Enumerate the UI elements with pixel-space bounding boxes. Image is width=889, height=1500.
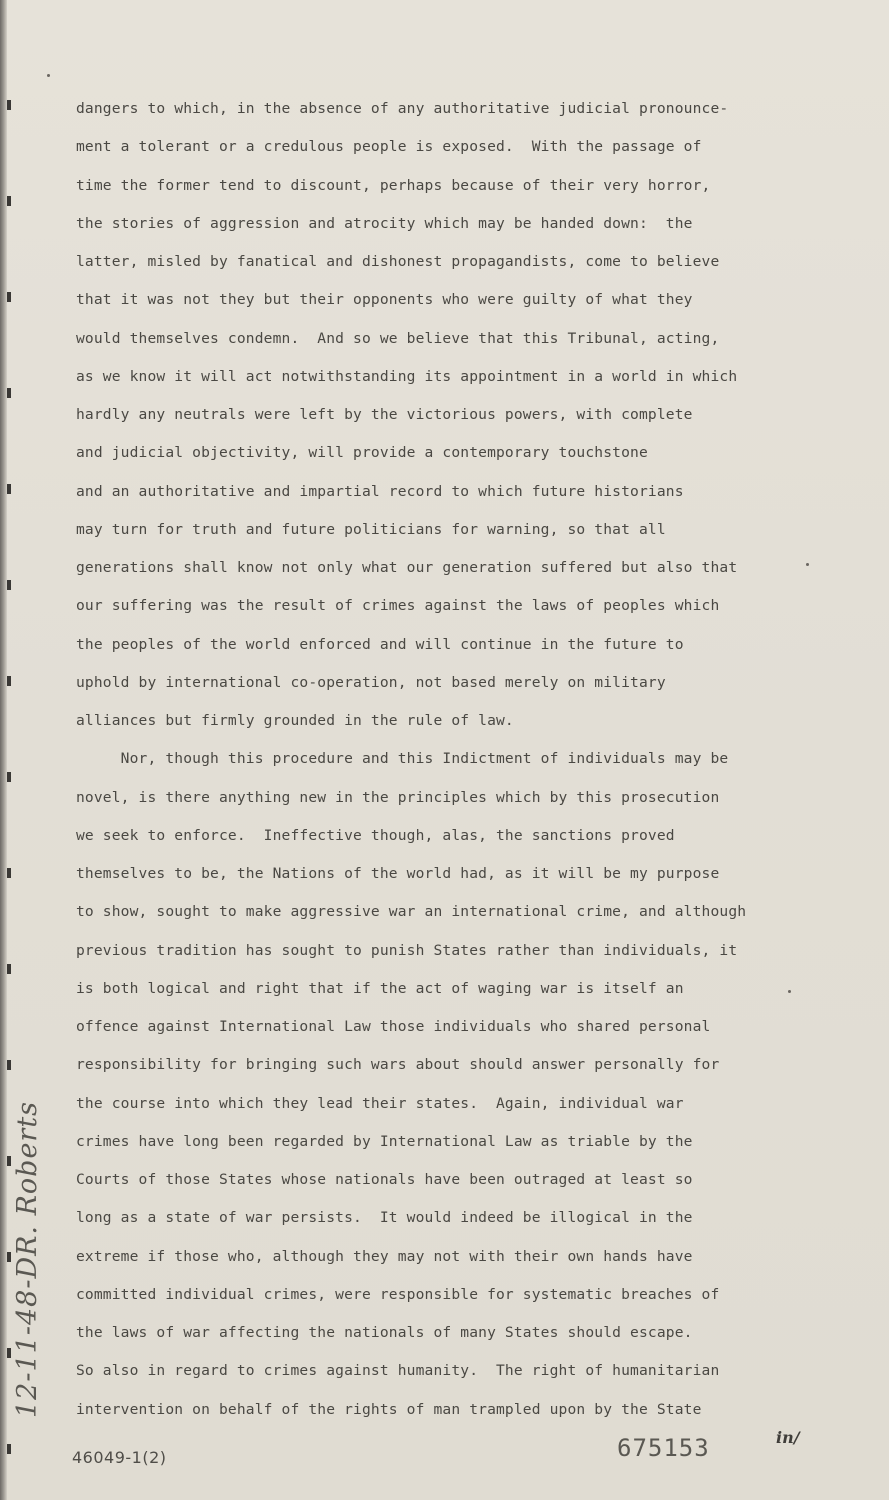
text-line: extreme if those who, although they may not with their own hands have xyxy=(76,1247,693,1265)
text-line: the peoples of the world enforced and will continue in the future to xyxy=(76,635,684,653)
text-line: the course into which they lead their states. Again, individual war xyxy=(76,1094,684,1112)
binding-mark xyxy=(7,772,11,782)
text-line: offence against International Law those individuals who shared personal xyxy=(76,1018,711,1035)
text-line: is both logical and right that if the act of waging war is itself an xyxy=(76,979,684,997)
text-line: novel, is there anything new in the principles which by this prosecution xyxy=(76,788,720,806)
handwritten-margin-note: 12-11-48-DR. Roberts xyxy=(12,1100,43,1418)
binding-mark xyxy=(7,196,11,206)
binding-mark xyxy=(7,1348,11,1358)
text-line: that it was not they but their opponents who were guilty of what they xyxy=(76,291,693,309)
text-line: uphold by international co-operation, not based merely on military xyxy=(76,673,666,691)
text-line: responsibility for bringing such wars about should answer personally for xyxy=(76,1056,720,1074)
text-line: So also in regard to crimes against humanity. The right of humanitarian xyxy=(76,1362,720,1380)
text-line: our suffering was the result of crimes against the laws of peoples which xyxy=(76,597,720,615)
document-reference: 46049-1(2) xyxy=(72,1448,167,1467)
binding-mark xyxy=(7,1060,11,1070)
text-line: Courts of those States whose nationals have been outraged at least so xyxy=(76,1171,693,1188)
binding-mark xyxy=(7,388,11,398)
text-line: Nor, though this procedure and this Indictment of individuals may be xyxy=(76,750,729,768)
binding-mark xyxy=(7,1252,11,1262)
text-line: and an authoritative and impartial record to which future historians xyxy=(76,482,684,500)
text-line: latter, misled by fanatical and dishonest propagandists, come to believe xyxy=(76,253,720,270)
text-line: time the former tend to discount, perhaps because of their very horror, xyxy=(76,176,711,194)
text-line: would themselves condemn. And so we believe that this Tribunal, acting, xyxy=(76,329,720,347)
text-line: to show, sought to make aggressive war an international crime, and although xyxy=(76,903,747,921)
text-line: long as a state of war persists. It would indeed be illogical in the xyxy=(76,1209,693,1227)
text-line: may turn for truth and future politicians for warning, so that all xyxy=(76,520,666,538)
binding-mark xyxy=(7,100,11,110)
typed-body-text xyxy=(76,90,816,1429)
text-line: intervention on behalf of the rights of man trampled upon by the State xyxy=(76,1400,702,1418)
binding-mark xyxy=(7,292,11,302)
binding-mark xyxy=(7,484,11,494)
binding-mark xyxy=(7,676,11,686)
text-line: the stories of aggression and atrocity which may be handed down: the xyxy=(76,214,693,232)
text-line: previous tradition has sought to punish States rather than individuals, it xyxy=(76,941,738,959)
text-line: the laws of war affecting the nationals of many States should escape. xyxy=(76,1324,693,1341)
text-line: and judicial objectivity, will provide a contemporary touchstone xyxy=(76,444,648,462)
ink-speck xyxy=(47,74,50,77)
text-line: committed individual crimes, were responsible for systematic breaches of xyxy=(76,1285,720,1303)
binding-mark xyxy=(7,964,11,974)
continuation-word: in/ xyxy=(776,1428,800,1447)
text-line: themselves to be, the Nations of the world had, as it will be my purpose xyxy=(76,865,720,882)
binding-mark xyxy=(7,580,11,590)
text-line: crimes have long been regarded by International Law as triable by the xyxy=(76,1132,693,1150)
binding-mark xyxy=(7,1444,11,1454)
text-line: ment a tolerant or a credulous people is exposed. With the passage of xyxy=(76,138,702,156)
text-line: hardly any neutrals were left by the victorious powers, with complete xyxy=(76,406,693,423)
stamped-page-number: 675153 xyxy=(617,1434,710,1462)
binding-mark xyxy=(7,1156,11,1166)
text-line: generations shall know not only what our generation suffered but also that xyxy=(76,559,738,576)
page-binding-edge xyxy=(0,0,7,1500)
text-line: alliances but firmly grounded in the rule of law. xyxy=(76,712,514,729)
text-line: we seek to enforce. Ineffective though, alas, the sanctions proved xyxy=(76,826,675,844)
binding-mark xyxy=(7,868,11,878)
text-line: as we know it will act notwithstanding its appointment in a world in which xyxy=(76,367,738,385)
text-line: dangers to which, in the absence of any authoritative judicial pronounce- xyxy=(76,100,729,117)
